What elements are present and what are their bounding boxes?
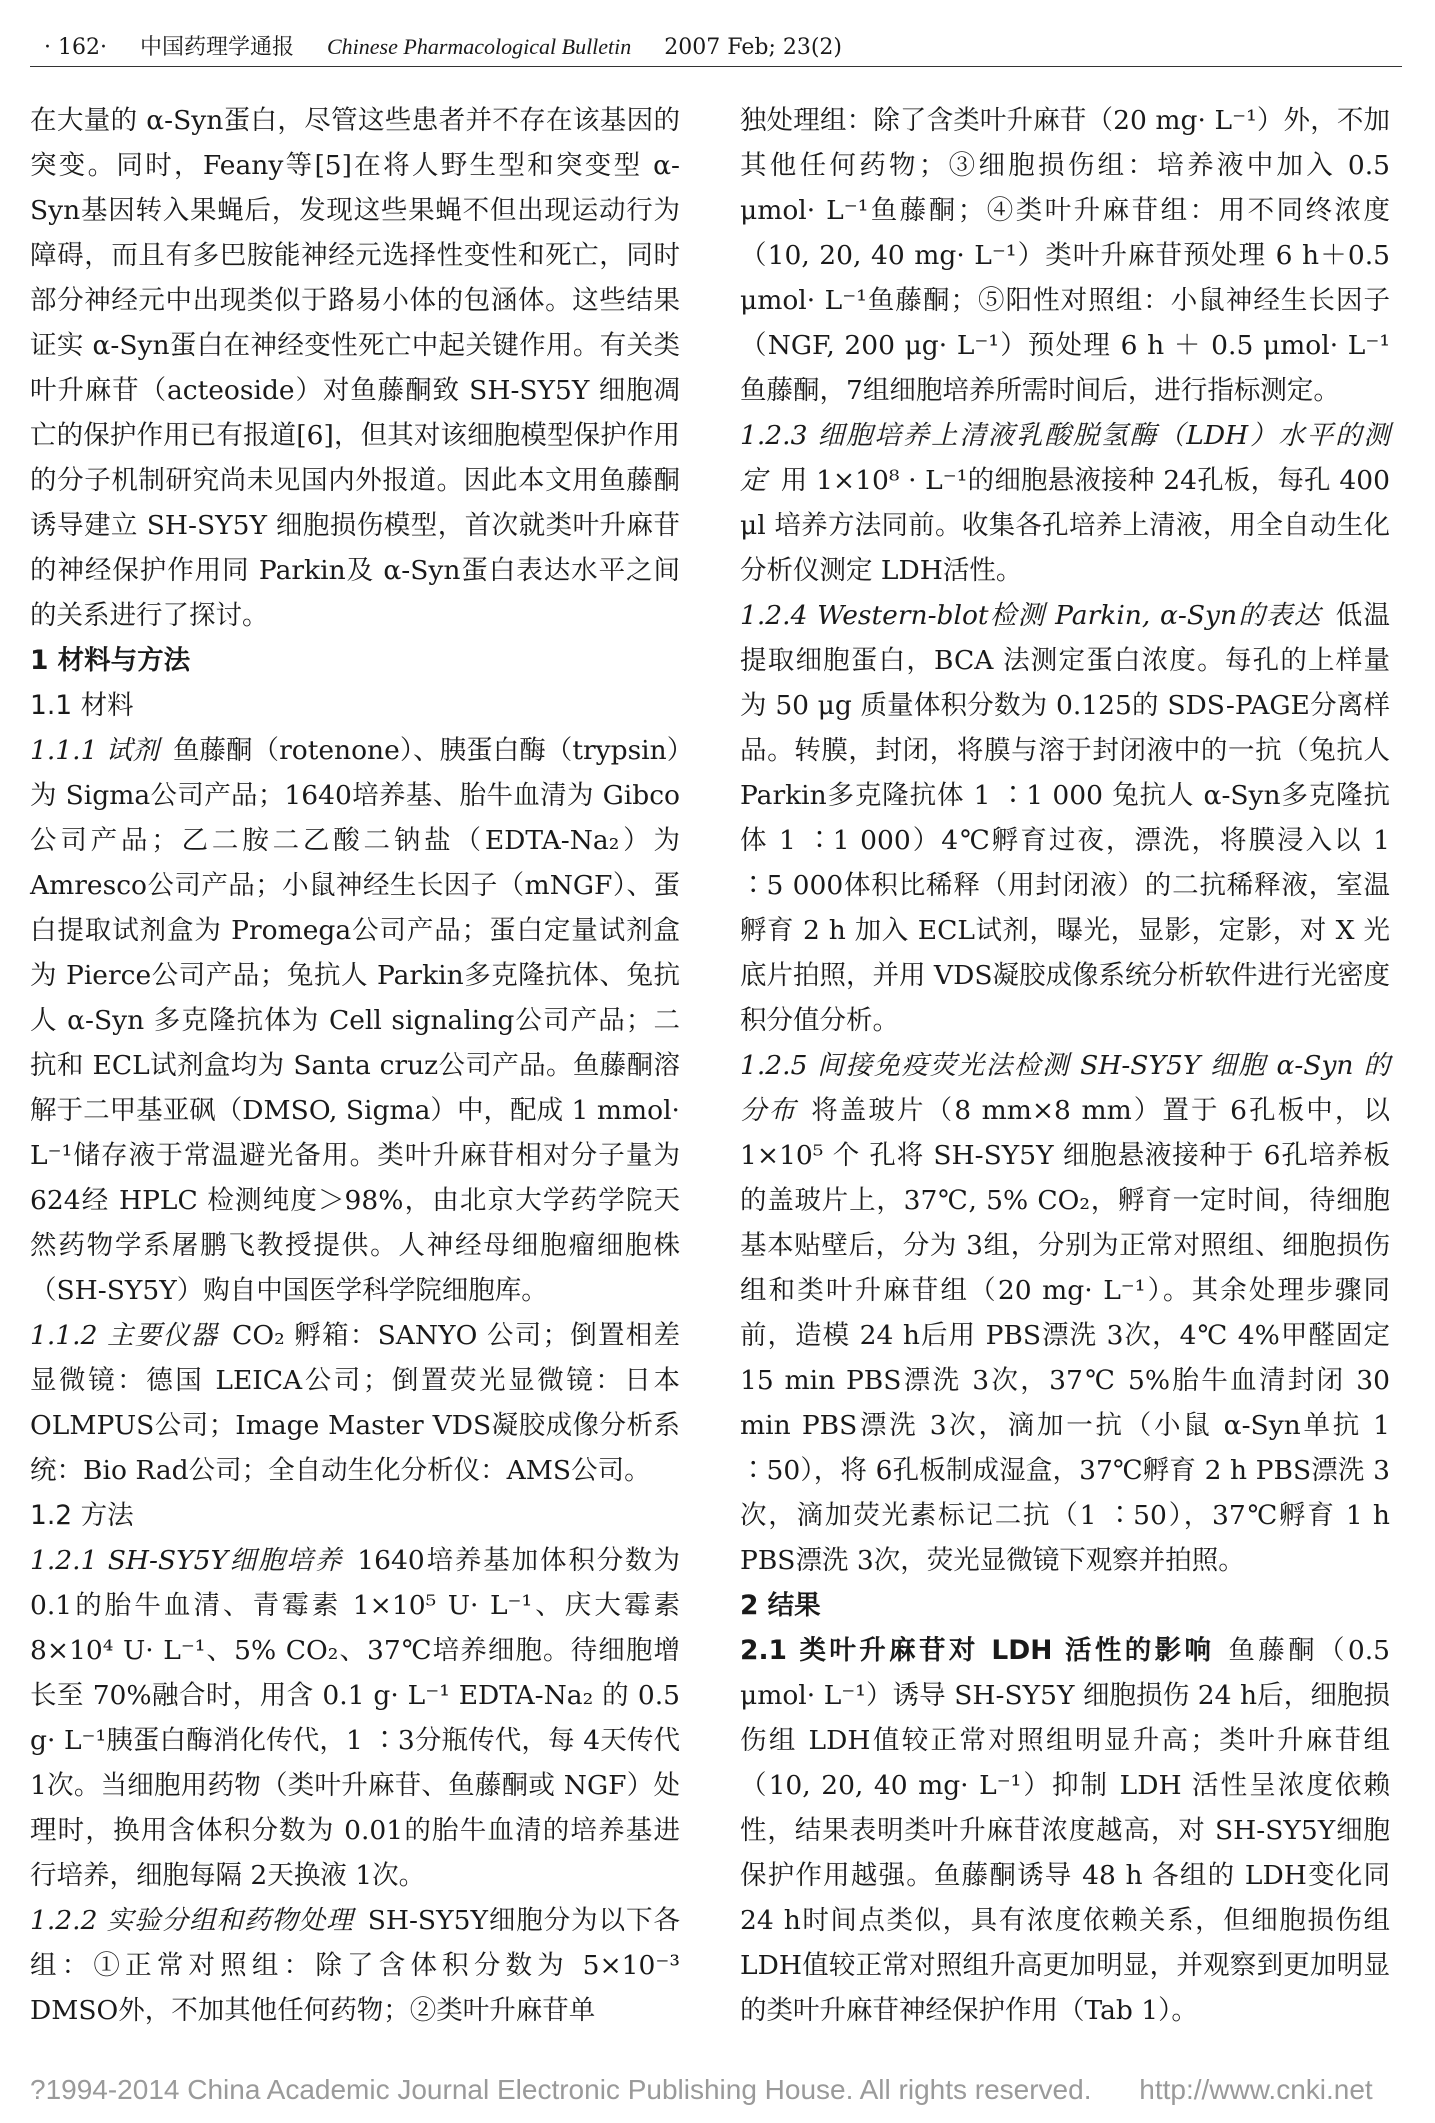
- paragraph-text: 鱼藤酮（0.5 μmol· L⁻¹）诱导 SH-SY5Y 细胞损伤 24 h后，细胞损伤组 LDH值较正常对照组明显升高；类叶升麻苷组（10, 20, 40 mg· L⁻¹）抑制 LDH 活性呈浓度依赖性，结果表明类叶升麻苷浓度越高，对 SH-SY5Y细胞保护作用越强。鱼藤酮诱导 48 h 各组的 LDH变化同 24 h时间点类似，具有浓度依赖关系，但细胞损伤组 LDH值较正常对照组升高更加明显，并观察到更加明显的类叶升麻苷神经保护作用（Tab 1）。: [740, 1635, 1390, 2026]
- subsubsection-label: 1.2.5 间接免疫荧光法检测 SH-SY5Y 细胞 α-Syn 的分布: [740, 1050, 1390, 1126]
- journal-title-en: Chinese Pharmacological Bulletin: [327, 34, 632, 59]
- copyright-text: ?1994-2014 China Academic Journal Electronic Publishing House. All rights reserved.: [30, 2074, 1092, 2105]
- copyright-footer: [30, 2070, 1410, 2110]
- subsubsection-label: 1.2.2 实验分组和药物处理: [30, 1905, 354, 1936]
- footer-url: http://www.cnki.net: [1139, 2074, 1373, 2105]
- paragraph: 独处理组：除了含类叶升麻苷（20 mg· L⁻¹）外，不加其他任何药物；③细胞损伤组：培养液中加入 0.5 μmol· L⁻¹鱼藤酮；④类叶升麻苷组：用不同终浓度（10, 20, 40 mg· L⁻¹）类叶升麻苷预处理 6 h＋0.5 μmol· L⁻¹鱼藤酮；⑤阳性对照组：小鼠神经生长因子（NGF, 200 μg· L⁻¹）预处理 6 h ＋ 0.5 μmol· L⁻¹鱼藤酮，7组细胞培养所需时间后，进行指标测定。: [740, 105, 1390, 406]
- subsection-heading: 1.2 方法: [30, 1500, 134, 1531]
- subsection-label: 2.1 类叶升麻苷对 LDH 活性的影响: [740, 1635, 1215, 1666]
- page-number: · 162·: [44, 35, 107, 60]
- paragraph: 在大量的 α-Syn蛋白，尽管这些患者并不存在该基因的突变。同时，Feany等[5]在将人野生型和突变型 α-Syn基因转入果蝇后，发现这些果蝇不但出现运动行为障碍，而且有多巴胺能神经元选择性变性和死亡，同时部分神经元中出现类似于路易小体的包涵体。这些结果证实 α-Syn蛋白在神经变性死亡中起关键作用。有关类叶升麻苷（acteoside）对鱼藤酮致 SH-SY5Y 细胞凋亡的保护作用已有报道[6]，但其对该细胞模型保护作用的分子机制研究尚未见国内外报道。因此本文用鱼藤酮诱导建立 SH-SY5Y 细胞损伤模型，首次就类叶升麻苷的神经保护作用同 Parkin及 α-Syn蛋白表达水平之间的关系进行了探讨。: [30, 105, 680, 631]
- subsubsection-label: 1.2.3 细胞培养上清液乳酸脱氢酶（LDH）水平的测定: [740, 420, 1390, 496]
- paragraph: [740, 1628, 1390, 2033]
- paragraph: [740, 413, 1390, 593]
- paragraph: [740, 593, 1390, 1043]
- running-head: [44, 30, 1394, 64]
- right-column: [740, 98, 1390, 2033]
- subsubsection-label: 1.2.4 Western-blot检测 Parkin, α-Syn的表达: [740, 600, 1322, 631]
- subsubsection-label: 1.1.2 主要仪器: [30, 1320, 219, 1351]
- paragraph: [30, 1313, 680, 1493]
- paragraph-text: 将盖玻片（8 mm×8 mm）置于 6孔板中，以 1×10⁵ 个 孔将 SH-SY5Y 细胞悬液接种于 6孔培养板的盖玻片上，37℃, 5% CO₂，孵育一定时间，待细胞基本贴壁后，分为 3组，分别为正常对照组、细胞损伤组和类叶升麻苷组（20 mg· L⁻¹）。其余处理步骤同前，造模 24 h后用 PBS漂洗 3次，4℃ 4%甲醛固定 15 min PBS漂洗 3次，37℃ 5%胎牛血清封闭 30 min PBS漂洗 3次，滴加一抗（小鼠 α-Syn单抗 1 ∶50），将 6孔板制成湿盒，37℃孵育 2 h PBS漂洗 3次，滴加荧光素标记二抗（1 ∶50），37℃孵育 1 h PBS漂洗 3次，荧光显微镜下观察并拍照。: [740, 1095, 1390, 1576]
- section-heading: 1 材料与方法: [30, 645, 191, 676]
- left-column: [30, 98, 680, 2033]
- subsubsection-label: 1.2.1 SH-SY5Y细胞培养: [30, 1545, 344, 1576]
- paragraph: [30, 728, 680, 1313]
- subsubsection-label: 1.1.1 试剂: [30, 735, 159, 766]
- subsection-heading: 1.1 材料: [30, 690, 134, 721]
- paragraph-text: 1640培养基加体积分数为 0.1的胎牛血清、青霉素 1×10⁵ U· L⁻¹、庆大霉素 8×10⁴ U· L⁻¹、5% CO₂、37℃培养细胞。待细胞增长至 70%融合时，用含 0.1 g· L⁻¹ EDTA-Na₂ 的 0.5 g· L⁻¹胰蛋白酶消化传代，1 ∶3分瓶传代，每 4天传代 1次。当细胞用药物（类叶升麻苷、鱼藤酮或 NGF）处理时，换用含体积分数为 0.01的胎牛血清的培养基进行培养，细胞每隔 2天换液 1次。: [30, 1545, 680, 1891]
- paragraph-text: 低温提取细胞蛋白，BCA 法测定蛋白浓度。每孔的上样量为 50 μg 质量体积分数为 0.125的 SDS-PAGE分离样品。转膜，封闭，将膜与溶于封闭液中的一抗（兔抗人 Parkin多克隆抗体 1 ∶1 000 兔抗人 α-Syn多克隆抗体 1 ∶1 000）4℃孵育过夜，漂洗，将膜浸入以 1 ∶5 000体积比稀释（用封闭液）的二抗稀释液，室温孵育 2 h 加入 ECL试剂，曝光，显影，定影，对 X 光底片拍照，并用 VDS凝胶成像系统分析软件进行光密度积分值分析。: [740, 600, 1391, 1036]
- header-rule: [30, 66, 1402, 67]
- paragraph-text: CO₂ 孵箱：SANYO 公司；倒置相差显微镜：德国 LEICA公司；倒置荧光显微镜：日本 OLMPUS公司；Image Master VDS凝胶成像分析系统：Bio Rad公司；全自动生化分析仪：AMS公司。: [30, 1320, 680, 1486]
- paragraph: [30, 1898, 680, 2033]
- paragraph-text: SH-SY5Y细胞分为以下各组：①正常对照组：除了含体积分数为 5×10⁻³ DMSO外，不加其他任何药物；②类叶升麻苷单: [30, 1905, 680, 2026]
- issue-info: 2007 Feb; 23(2): [664, 35, 843, 60]
- paragraph: [30, 1538, 680, 1898]
- paragraph-text: 用 1×10⁸ · L⁻¹的细胞悬液接种 24孔板，每孔 400 μl 培养方法同前。收集各孔培养上清液，用全自动生化分析仪测定 LDH活性。: [740, 465, 1390, 586]
- journal-title-cn: 中国药理学通报: [139, 35, 294, 60]
- paragraph-text: 鱼藤酮（rotenone）、胰蛋白酶（trypsin）为 Sigma公司产品；1640培养基、胎牛血清为 Gibco公司产品；乙二胺二乙酸二钠盐（EDTA-Na₂）为 Amresco公司产品；小鼠神经生长因子（mNGF）、蛋白提取试剂盒为 Promega公司产品；蛋白定量试剂盒为 Pierce公司产品；兔抗人 Parkin多克隆抗体、兔抗人 α-Syn 多克隆抗体为 Cell signaling公司产品；二抗和 ECL试剂盒均为 Santa cruz公司产品。鱼藤酮溶解于二甲基亚砜（DMSO, Sigma）中，配成 1 mmol· L⁻¹储存液于常温避光备用。类叶升麻苷相对分子量为 624经 HPLC 检测纯度＞98%，由北京大学药学院天然药物学系屠鹏飞教授提供。人神经母细胞瘤细胞株（SH-SY5Y）购自中国医学科学院细胞库。: [30, 735, 680, 1306]
- paragraph: [740, 1043, 1390, 1583]
- section-heading: 2 结果: [740, 1590, 821, 1621]
